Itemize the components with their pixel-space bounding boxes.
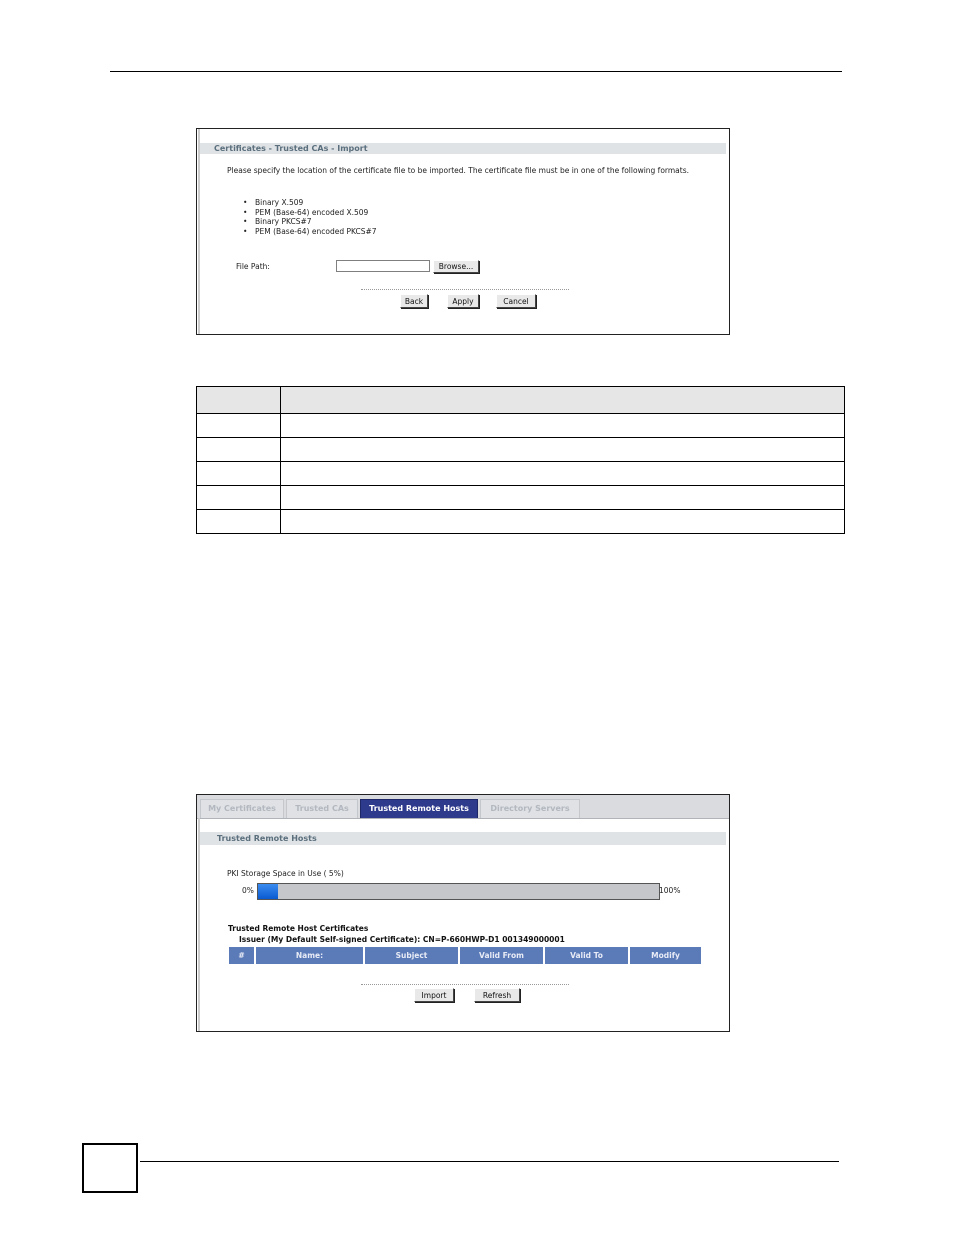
tab-my-certificates[interactable]: My Certificates <box>200 799 284 818</box>
file-path-label: File Path: <box>236 262 270 271</box>
format-item: • PEM (Base-64) encoded X.509 <box>243 208 377 218</box>
frame-edge <box>198 129 200 334</box>
format-item: • Binary PKCS#7 <box>243 217 377 227</box>
column-header: Name: <box>256 947 365 964</box>
storage-min-label: 0% <box>242 886 254 895</box>
table-cell <box>197 462 281 486</box>
table-cell <box>197 438 281 462</box>
page-title: Certificates - Trusted CAs - Import <box>214 144 368 153</box>
page-number-box <box>82 1143 138 1193</box>
column-header: Modify <box>651 951 680 960</box>
issuer-text: Issuer (My Default Self-signed Certificate): CN=P-660HWP-D1 001349000001 <box>239 935 565 944</box>
page-title: Trusted Remote Hosts <box>217 834 317 843</box>
format-item: • Binary X.509 <box>243 198 377 208</box>
trusted-hosts-screenshot <box>196 794 730 1032</box>
tab-bar <box>197 795 729 819</box>
table-row <box>197 510 845 534</box>
table-cell <box>281 462 845 486</box>
table-row <box>197 414 845 438</box>
table-cell <box>281 486 845 510</box>
table-cell <box>197 387 281 414</box>
column-header: Valid From <box>460 947 545 964</box>
table-row <box>197 462 845 486</box>
browse-button[interactable]: Browse... <box>433 260 479 273</box>
column-header: Valid To <box>545 947 630 964</box>
column-header: Subject <box>365 947 460 964</box>
storage-progress-fill <box>258 884 278 899</box>
file-path-input[interactable] <box>336 260 430 272</box>
certificate-table-header <box>229 947 701 964</box>
table-header-row <box>197 387 845 414</box>
import-button[interactable]: Import <box>414 988 454 1002</box>
table-cell <box>281 510 845 534</box>
apply-button[interactable]: Apply <box>447 294 479 308</box>
table-row <box>197 438 845 462</box>
intro-text: Please specify the location of the certificate file to be imported. The certificate file must be in one of the following formats. <box>227 166 689 175</box>
frame-edge <box>198 818 200 1031</box>
table-cell <box>281 387 845 414</box>
back-button[interactable]: Back <box>400 294 428 308</box>
table-cell <box>197 414 281 438</box>
column-header: # <box>229 947 256 964</box>
tab-trusted-remote-hosts[interactable]: Trusted Remote Hosts <box>360 799 478 818</box>
divider <box>361 984 569 985</box>
divider <box>361 289 569 290</box>
tab-directory-servers[interactable]: Directory Servers <box>480 799 580 818</box>
refresh-button[interactable]: Refresh <box>474 988 520 1002</box>
table-cell <box>281 438 845 462</box>
table-row <box>197 486 845 510</box>
footer-rule <box>140 1161 839 1162</box>
format-list <box>243 198 377 236</box>
header-rule <box>110 71 842 72</box>
storage-label: PKI Storage Space in Use ( 5%) <box>227 869 344 878</box>
format-item: • PEM (Base-64) encoded PKCS#7 <box>243 227 377 237</box>
section-title: Trusted Remote Host Certificates <box>228 924 369 933</box>
storage-progress-bar <box>257 883 660 900</box>
storage-max-label: 100% <box>659 886 681 895</box>
cancel-button[interactable]: Cancel <box>496 294 536 308</box>
table-cell <box>197 510 281 534</box>
import-screenshot <box>196 128 730 335</box>
tab-trusted-cas[interactable]: Trusted CAs <box>286 799 358 818</box>
field-description-table <box>196 386 845 534</box>
table-cell <box>197 486 281 510</box>
table-cell <box>281 414 845 438</box>
